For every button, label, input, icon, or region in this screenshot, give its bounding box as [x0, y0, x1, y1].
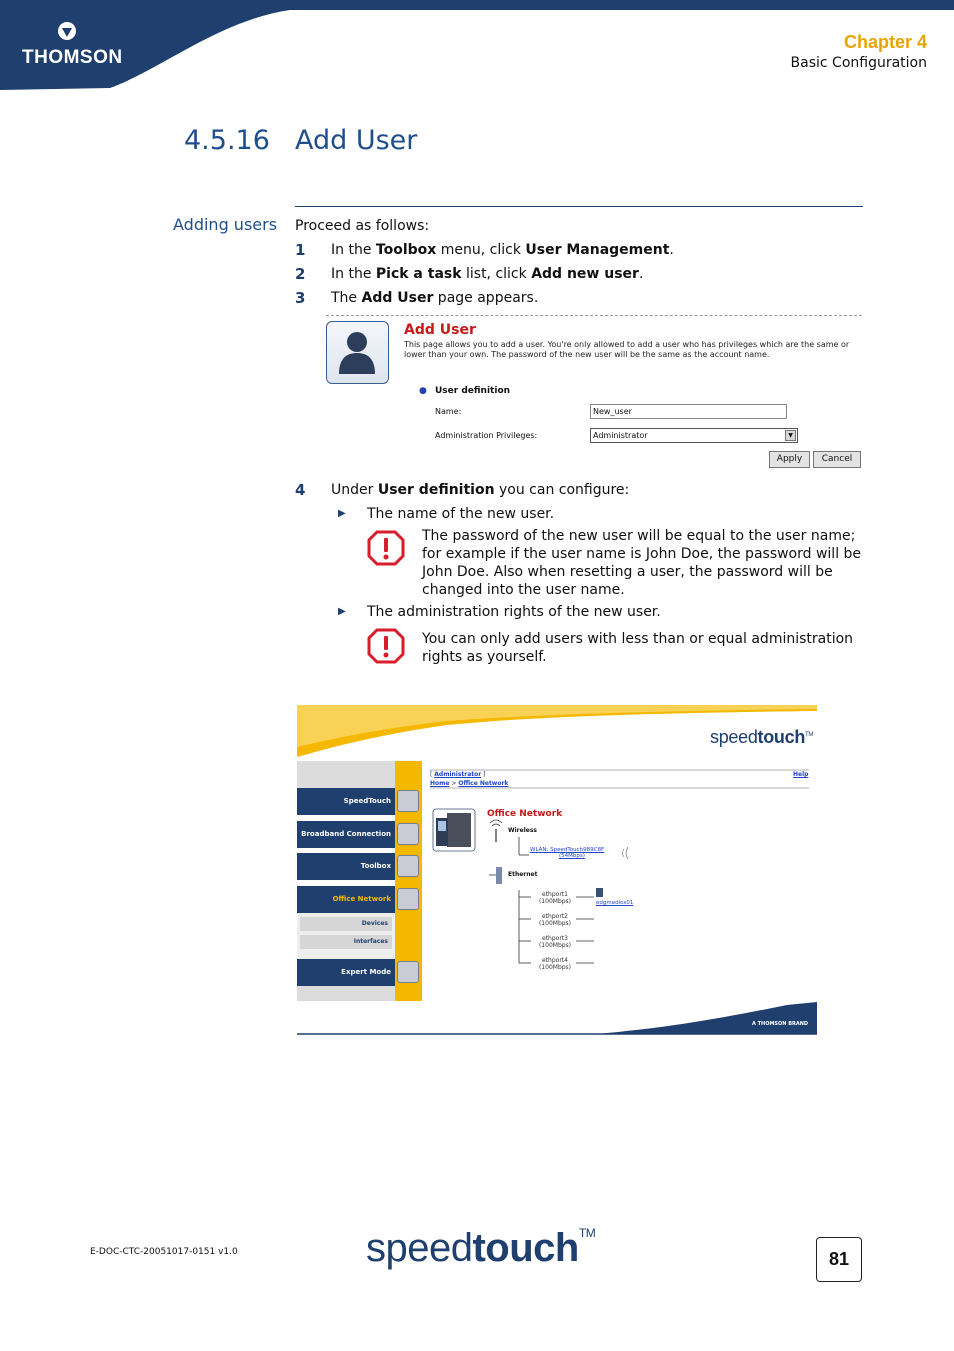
speedtouch-screenshot [297, 705, 817, 1036]
cancel-button[interactable]: Cancel [813, 451, 861, 468]
breadcrumb-user: [ Administrator ] [430, 771, 486, 778]
breadcrumb-home[interactable]: Home [430, 780, 450, 787]
privileges-label: Administration Privileges: [435, 431, 538, 440]
page-number: 81 [816, 1237, 862, 1282]
antenna-icon [490, 820, 502, 842]
add-user-description: This page allows you to add a user. You're only allowed to add a user who has privileges which are the same or lower than your own. The password of the new user will be the same as the account name. [404, 340, 850, 359]
intro-text: Proceed as follows: [295, 218, 430, 234]
warning-text: You can only add users with less than or equal administration rights as yourself. [422, 631, 854, 665]
nav-item-speedtouch[interactable]: SpeedTouch [297, 788, 395, 815]
bullet-text: The name of the new user. [367, 506, 555, 522]
section-title-text: Add User [295, 125, 418, 156]
router-icon [397, 790, 419, 812]
privileges-value: Administrator [593, 431, 648, 440]
bullet-icon: ● [419, 386, 427, 396]
step-number: 3 [295, 289, 306, 307]
chapter-label: Chapter 4 [843, 32, 927, 52]
subnav-interfaces[interactable]: Interfaces [300, 935, 392, 949]
warning-icon [367, 530, 405, 566]
warning-icon [367, 628, 405, 664]
step-text: In the Toolbox menu, click User Management. [331, 242, 674, 258]
globe-icon [397, 823, 419, 845]
administrator-link[interactable]: Administrator [434, 771, 482, 778]
nav-item-broadband[interactable]: Broadband Connection [297, 821, 395, 848]
bullet-arrow-icon: ▶ [338, 606, 346, 617]
name-label: Name: [435, 407, 462, 416]
apply-button[interactable]: Apply [769, 451, 810, 468]
step-number: 2 [295, 265, 306, 283]
help-link-wrap [793, 771, 808, 778]
nav-footer [297, 986, 395, 1001]
section-rule [295, 206, 863, 207]
bullet-arrow-icon: ▶ [338, 508, 346, 519]
nav-item-toolbox[interactable]: Toolbox [297, 853, 395, 880]
speedtouch-logo: speedtouch™ [710, 727, 814, 747]
toolbox-icon [397, 855, 419, 877]
expert-mode-icon [397, 961, 419, 983]
add-user-title: Add User [404, 322, 476, 338]
breadcrumb: Home > Office Network [430, 780, 509, 787]
speedtouch-footer-logo: speedtouch™ [366, 1226, 596, 1270]
office-building-icon [433, 809, 475, 851]
chapter-subtitle: Basic Configuration [790, 55, 927, 71]
thomson-logo-icon [58, 22, 76, 40]
name-input[interactable]: New_user [590, 404, 787, 419]
thomson-brand-footer: A THOMSON BRAND [752, 1021, 809, 1027]
wireless-label: Wireless [508, 827, 537, 834]
wlan-speed[interactable]: (54Mbps) [559, 853, 585, 859]
step-number: 1 [295, 241, 306, 259]
step-text: Under User definition you can configure: [331, 482, 630, 498]
device-link[interactable]: edgmedios01 [596, 900, 634, 906]
device-icon [596, 888, 603, 897]
user-definition-label: User definition [435, 386, 511, 396]
port-label: ethport2 (100Mbps) [538, 913, 572, 927]
port-label: ethport3 (100Mbps) [538, 935, 572, 949]
user-avatar-icon [326, 321, 389, 384]
warning-text: The password of the new user will be equal to the user name; for example if the user name is John Doe, the password will be John Doe. Also when resetting a user, the password will be changed into the user name. [422, 528, 862, 598]
office-network-icon [397, 888, 419, 910]
privileges-select[interactable] [590, 428, 798, 443]
nav-item-expert-mode[interactable]: Expert Mode [297, 959, 395, 986]
header-band [0, 0, 954, 92]
ethernet-label: Ethernet [508, 871, 538, 878]
document-id: E-DOC-CTC-20051017-0151 v1.0 [90, 1247, 238, 1257]
step-text: The Add User page appears. [331, 290, 539, 306]
office-network-title: Office Network [487, 809, 563, 819]
subnav-devices[interactable]: Devices [300, 917, 392, 931]
port-label: ethport1 (100Mbps) [538, 891, 572, 905]
ethernet-icon [489, 867, 502, 884]
margin-heading: Adding users [173, 215, 278, 234]
step-text: In the Pick a task list, click Add new user. [331, 266, 644, 282]
port-label: ethport4 (100Mbps) [538, 957, 572, 971]
step-number: 4 [295, 481, 306, 499]
screenshot-divider [326, 315, 862, 316]
section-number: 4.5.16 [184, 125, 270, 156]
dropdown-arrow-icon[interactable]: ▼ [785, 430, 796, 441]
bullet-text: The administration rights of the new user. [367, 604, 661, 620]
thomson-brand: THOMSON [22, 47, 123, 68]
breadcrumb-office-network[interactable]: Office Network [458, 780, 509, 787]
nav-item-office-network[interactable]: Office Network [297, 886, 395, 913]
help-link[interactable]: Help [793, 771, 809, 778]
wlan-link[interactable]: WLAN: SpeedTouch989C8F [530, 847, 605, 853]
section-title [184, 125, 417, 156]
